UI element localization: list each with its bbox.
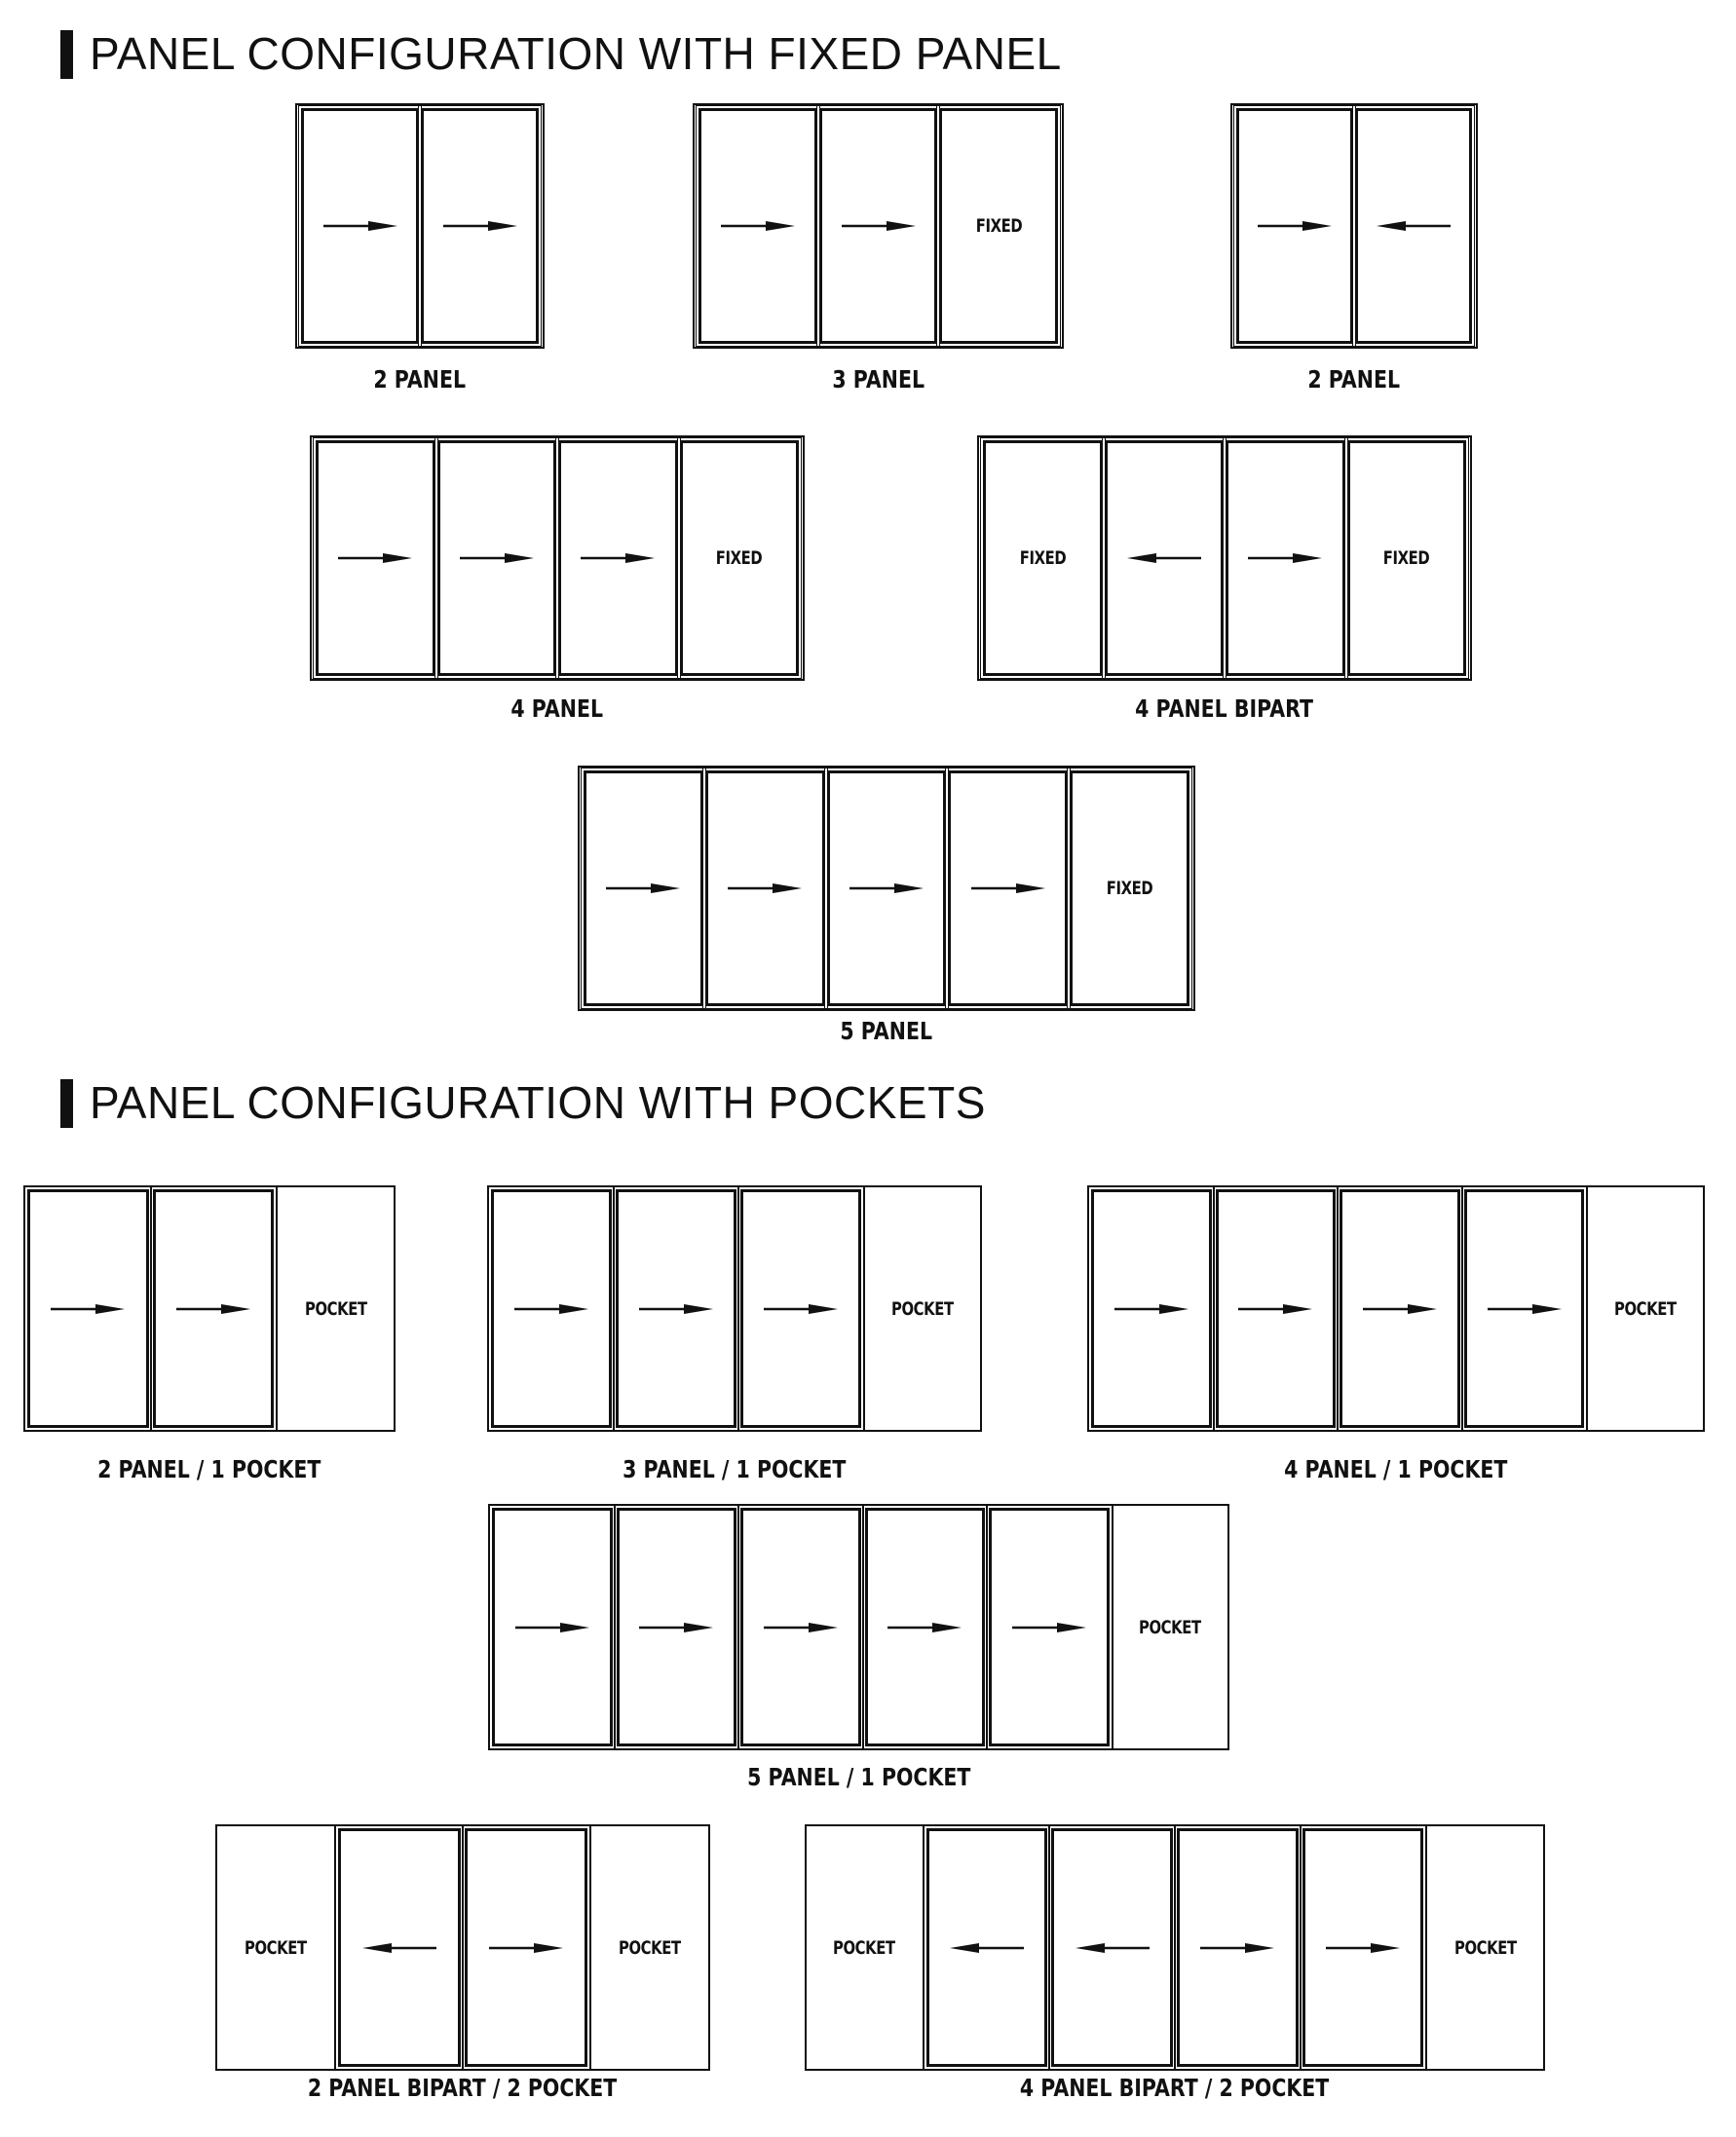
- sliding-panel: [1340, 1189, 1460, 1428]
- arrow-right-icon: [1238, 1301, 1312, 1317]
- panel-label-text: FIXED: [715, 547, 763, 569]
- diagram-caption-text: 4 PANEL BIPART / 2 POCKET: [1020, 2074, 1330, 2102]
- arrow-right-icon: [176, 1301, 250, 1317]
- arrow-right-icon: [1114, 1301, 1189, 1317]
- arrow-head: [1377, 221, 1406, 231]
- door-diagram: [23, 1185, 396, 1432]
- panel-row: [1235, 108, 1473, 344]
- arrow-right-icon: [443, 218, 517, 234]
- fixed-label: [986, 547, 1100, 569]
- arrow-head: [534, 1943, 563, 1953]
- pocket-label: [1113, 1617, 1228, 1638]
- arrow-right-icon: [887, 1620, 962, 1635]
- pocket-panel: [217, 1826, 336, 2069]
- diagram-caption: [654, 365, 1103, 394]
- arrow-right-icon: [514, 1301, 588, 1317]
- sliding-panel: [558, 440, 678, 676]
- door-diagram: [488, 1504, 1229, 1750]
- diagram-caption-text: 2 PANEL: [1307, 365, 1401, 394]
- arrow-head: [1016, 883, 1045, 893]
- diagram-caption-text: 3 PANEL: [832, 365, 925, 394]
- pocket-panel: [807, 1826, 925, 2069]
- diagram-caption: [176, 2074, 749, 2102]
- sliding-panel: [705, 770, 825, 1006]
- fixed-panel: [983, 440, 1103, 676]
- arrow-head: [1371, 1943, 1400, 1953]
- diagram-caption: [539, 1017, 1234, 1045]
- arrow-right-icon: [323, 218, 397, 234]
- diagram-caption-text: 2 PANEL / 1 POCKET: [97, 1455, 321, 1483]
- arrow-head: [1159, 1304, 1189, 1314]
- arrow-head: [368, 221, 397, 231]
- sliding-panel: [827, 770, 947, 1006]
- arrow-right-icon: [971, 881, 1045, 896]
- arrow-head: [932, 1623, 962, 1632]
- sliding-panel: [421, 108, 539, 344]
- sliding-panel: [153, 1189, 275, 1428]
- pocket-panel: [276, 1187, 394, 1430]
- arrow-head: [809, 1623, 838, 1632]
- sliding-panel: [1177, 1828, 1299, 2067]
- panel-label-text: POCKET: [1614, 1297, 1678, 1320]
- diagram-caption: [256, 365, 584, 394]
- pocket-label: [1588, 1298, 1703, 1320]
- diagram-caption-text: 5 PANEL: [840, 1017, 933, 1045]
- diagram-caption: [766, 2074, 1584, 2102]
- arrow-right-icon: [639, 1620, 713, 1635]
- arrow-right-icon: [721, 218, 795, 234]
- panel-row: [217, 1826, 708, 2069]
- panel-label-text: FIXED: [975, 215, 1022, 237]
- arrow-head: [362, 1943, 392, 1953]
- pocket-label: [807, 1937, 923, 1959]
- panel-label-text: FIXED: [1106, 878, 1153, 899]
- sliding-panel: [865, 1508, 986, 1746]
- arrow-left-icon: [950, 1940, 1024, 1956]
- pocket-label: [591, 1937, 708, 1959]
- arrow-right-icon: [581, 550, 655, 566]
- door-diagram: [1087, 1185, 1705, 1432]
- arrow-right-icon: [606, 881, 680, 896]
- panel-label-text: POCKET: [619, 1936, 681, 1959]
- diagram-caption-text: 2 PANEL BIPART / 2 POCKET: [308, 2074, 618, 2102]
- panel-label-text: POCKET: [304, 1297, 367, 1320]
- sliding-panel: [698, 108, 817, 344]
- arrow-head: [383, 553, 412, 563]
- arrow-head: [766, 221, 795, 231]
- sliding-panel: [1355, 108, 1472, 344]
- diagram-caption-text: 2 PANEL: [373, 365, 467, 394]
- arrow-head: [651, 883, 680, 893]
- arrow-right-icon: [639, 1301, 713, 1317]
- panel-row: [982, 440, 1467, 676]
- arrow-right-icon: [1258, 218, 1332, 234]
- sliding-panel: [301, 108, 419, 344]
- arrow-head: [1408, 1304, 1437, 1314]
- panel-label-text: POCKET: [1139, 1616, 1202, 1638]
- sliding-panel: [1464, 1189, 1585, 1428]
- arrow-right-icon: [51, 1301, 125, 1317]
- diagram-caption: [449, 1763, 1268, 1791]
- arrow-head: [887, 221, 916, 231]
- fixed-label: [1350, 547, 1464, 569]
- panel-row: [315, 440, 800, 676]
- arrow-right-icon: [1200, 1940, 1274, 1956]
- arrow-head: [773, 883, 802, 893]
- arrow-left-icon: [362, 1940, 436, 1956]
- arrow-right-icon: [764, 1620, 838, 1635]
- sliding-panel: [819, 108, 938, 344]
- diagram-caption: [1191, 365, 1517, 394]
- arrow-head: [1293, 553, 1322, 563]
- pocket-label: [865, 1298, 980, 1320]
- arrow-head: [1302, 221, 1332, 231]
- sliding-panel: [27, 1189, 149, 1428]
- diagram-caption-text: 3 PANEL / 1 POCKET: [623, 1455, 847, 1483]
- section-title-bar: [60, 1079, 73, 1128]
- panel-label-text: POCKET: [245, 1936, 307, 1959]
- sliding-panel: [1236, 108, 1353, 344]
- sliding-panel: [492, 1508, 613, 1746]
- pocket-panel: [1112, 1506, 1228, 1748]
- pocket-panel: [1586, 1187, 1703, 1430]
- section-title-bar: [60, 30, 73, 79]
- arrow-right-icon: [849, 881, 924, 896]
- sliding-panel: [1051, 1828, 1173, 2067]
- door-diagram: [578, 766, 1195, 1011]
- sliding-panel: [989, 1508, 1110, 1746]
- arrow-right-icon: [764, 1301, 838, 1317]
- panel-row: [807, 1826, 1543, 2069]
- sliding-panel: [584, 770, 703, 1006]
- door-diagram: [1230, 103, 1478, 349]
- panel-row: [489, 1187, 980, 1430]
- fixed-panel: [1070, 770, 1189, 1006]
- panel-label-text: FIXED: [1019, 547, 1067, 569]
- sliding-panel: [948, 770, 1068, 1006]
- arrow-head: [1532, 1304, 1562, 1314]
- panel-row: [698, 108, 1059, 344]
- diagram-caption: [448, 1455, 1021, 1483]
- arrow-head: [684, 1623, 713, 1632]
- sliding-panel: [437, 440, 557, 676]
- fixed-panel: [1347, 440, 1467, 676]
- arrow-right-icon: [1363, 1301, 1437, 1317]
- arrow-head: [1076, 1943, 1105, 1953]
- door-diagram: [215, 1824, 710, 2071]
- arrow-right-icon: [338, 550, 412, 566]
- panel-label-text: FIXED: [1382, 547, 1430, 569]
- arrow-right-icon: [460, 550, 534, 566]
- panel-row: [300, 108, 540, 344]
- arrow-head: [488, 221, 517, 231]
- arrow-right-icon: [489, 1940, 563, 1956]
- arrow-right-icon: [1326, 1940, 1400, 1956]
- pocket-panel: [1425, 1826, 1543, 2069]
- sliding-panel: [926, 1828, 1048, 2067]
- sliding-panel: [1216, 1189, 1337, 1428]
- arrow-head: [221, 1304, 250, 1314]
- arrow-head: [1283, 1304, 1312, 1314]
- panel-row: [1089, 1187, 1703, 1430]
- door-diagram: [487, 1185, 982, 1432]
- fixed-label: [1073, 878, 1187, 899]
- arrow-right-icon: [1012, 1620, 1086, 1635]
- arrow-left-icon: [1127, 550, 1201, 566]
- sliding-panel: [465, 1828, 587, 2067]
- arrow-head: [1127, 553, 1156, 563]
- door-diagram: [295, 103, 545, 349]
- fixed-panel: [939, 108, 1058, 344]
- sliding-panel: [316, 440, 435, 676]
- diagram-caption: [0, 1455, 434, 1483]
- diagram-caption-text: 4 PANEL: [510, 694, 604, 723]
- arrow-right-icon: [728, 881, 802, 896]
- pocket-panel: [863, 1187, 980, 1430]
- sliding-panel: [617, 1508, 737, 1746]
- panel-row: [583, 770, 1190, 1006]
- sliding-panel: [1226, 440, 1345, 676]
- fixed-panel: [680, 440, 800, 676]
- door-diagram: [977, 435, 1472, 681]
- sliding-panel: [740, 1508, 861, 1746]
- panel-label-text: POCKET: [833, 1936, 896, 1959]
- arrow-head: [559, 1304, 588, 1314]
- diagram-caption: [1048, 1455, 1736, 1483]
- sliding-panel: [1302, 1828, 1424, 2067]
- fixed-label: [683, 547, 797, 569]
- pocket-label: [217, 1937, 334, 1959]
- panel-label-text: POCKET: [1453, 1936, 1517, 1959]
- door-diagram: [310, 435, 805, 681]
- arrow-head: [809, 1304, 838, 1314]
- fixed-label: [942, 215, 1055, 237]
- diagram-caption: [271, 694, 844, 723]
- panel-row: [25, 1187, 394, 1430]
- diagram-caption-text: 4 PANEL BIPART: [1135, 694, 1314, 723]
- arrow-head: [625, 553, 655, 563]
- arrow-head: [560, 1623, 589, 1632]
- arrow-head: [894, 883, 924, 893]
- pocket-label: [278, 1298, 394, 1320]
- arrow-head: [950, 1943, 979, 1953]
- arrow-left-icon: [1076, 1940, 1150, 1956]
- panel-label-text: POCKET: [891, 1297, 954, 1320]
- arrow-head: [684, 1304, 713, 1314]
- diagram-caption: [938, 694, 1511, 723]
- arrow-right-icon: [515, 1620, 589, 1635]
- door-diagram: [693, 103, 1064, 349]
- section-title-text: PANEL CONFIGURATION WITH POCKETS: [90, 1077, 986, 1128]
- arrow-head: [505, 553, 534, 563]
- pocket-panel: [589, 1826, 708, 2069]
- arrow-head: [95, 1304, 125, 1314]
- sliding-panel: [740, 1189, 861, 1428]
- arrow-right-icon: [1488, 1301, 1562, 1317]
- arrow-right-icon: [842, 218, 916, 234]
- diagram-caption-text: 5 PANEL / 1 POCKET: [746, 1763, 971, 1791]
- arrow-head: [1057, 1623, 1086, 1632]
- arrow-left-icon: [1377, 218, 1451, 234]
- diagram-caption-text: 4 PANEL / 1 POCKET: [1284, 1455, 1508, 1483]
- section-title-text: PANEL CONFIGURATION WITH FIXED PANEL: [90, 28, 1062, 79]
- arrow-head: [1245, 1943, 1274, 1953]
- door-diagram: [805, 1824, 1545, 2071]
- panel-row: [490, 1506, 1227, 1748]
- sliding-panel: [491, 1189, 612, 1428]
- sliding-panel: [338, 1828, 461, 2067]
- pocket-label: [1427, 1937, 1543, 1959]
- arrow-right-icon: [1248, 550, 1322, 566]
- sliding-panel: [1105, 440, 1225, 676]
- sliding-panel: [1091, 1189, 1212, 1428]
- sliding-panel: [616, 1189, 736, 1428]
